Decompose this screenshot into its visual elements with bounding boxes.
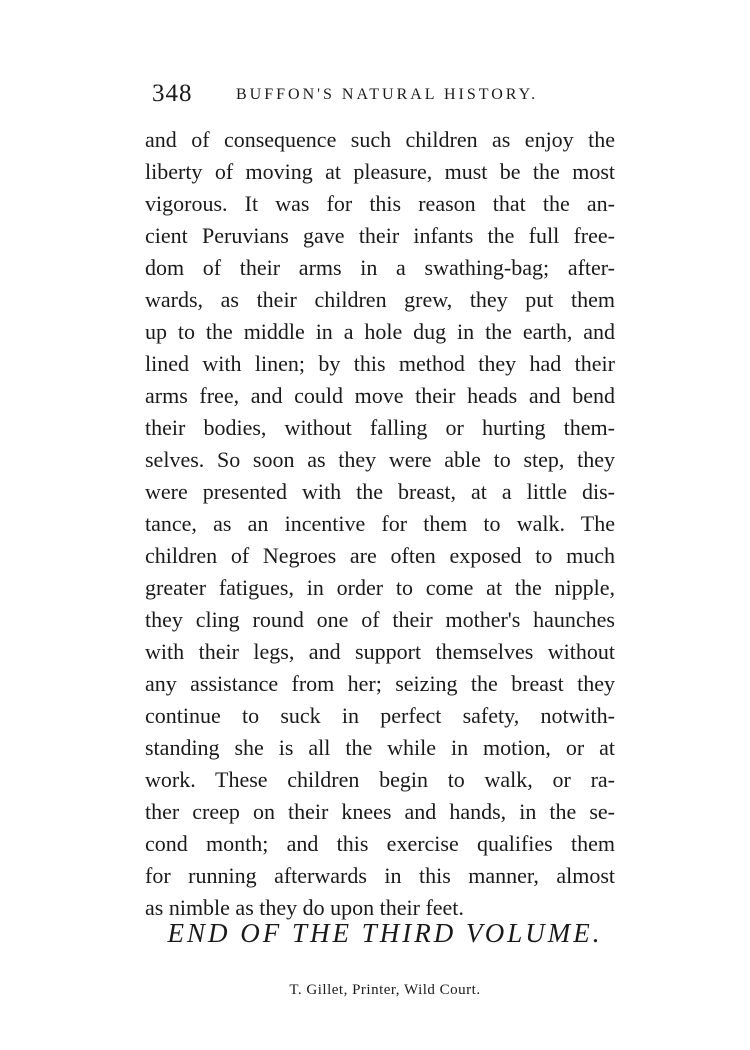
text-line: cond month; and this exercise qualifies them <box>145 831 615 856</box>
text-line: they cling round one of their mother's haunches <box>145 607 615 632</box>
text-line: standing she is all the while in motion, or at <box>145 735 615 760</box>
end-rule <box>145 910 615 911</box>
text-line: arms free, and could move their heads and bend <box>145 383 615 408</box>
text-line: lined with linen; by this method they had their <box>145 351 615 376</box>
text-line: continue to suck in perfect safety, notwith- <box>145 703 615 728</box>
page-number: 348 <box>152 80 193 107</box>
text-line: vigorous. It was for this reason that the an- <box>145 191 615 216</box>
text-line: up to the middle in a hole dug in the earth, and <box>145 319 615 344</box>
text-line-last: as nimble as they do upon their feet. <box>145 895 464 920</box>
running-head-title: BUFFON'S NATURAL HISTORY. <box>236 86 539 103</box>
text-line: selves. So soon as they were able to step, they <box>145 447 615 472</box>
text-line: children of Negroes are often exposed to much <box>145 543 615 568</box>
text-line: their bodies, without falling or hurting them- <box>145 415 615 440</box>
body-text <box>145 124 615 924</box>
text-line: any assistance from her; seizing the breast they <box>145 671 615 696</box>
text-line: dom of their arms in a swathing-bag; after- <box>145 255 615 280</box>
text-line: for running afterwards in this manner, almost <box>145 863 615 888</box>
text-line: were presented with the breast, at a little dis- <box>145 479 615 504</box>
text-line: greater fatigues, in order to come at the nipple, <box>145 575 615 600</box>
running-head <box>152 80 552 110</box>
text-line: and of consequence such children as enjoy the <box>145 127 615 152</box>
text-line: cient Peruvians gave their infants the full free- <box>145 223 615 248</box>
printer-imprint: T. Gillet, Printer, Wild Court. <box>289 982 481 998</box>
text-line: wards, as their children grew, they put them <box>145 287 615 312</box>
end-of-volume-note: END OF THE THIRD VOLUME. <box>167 918 603 948</box>
text-line: with their legs, and support themselves without <box>145 639 615 664</box>
text-line: ther creep on their knees and hands, in the se- <box>145 799 615 824</box>
text-line: work. These children begin to walk, or ra- <box>145 767 615 792</box>
text-line: tance, as an incentive for them to walk. The <box>145 511 615 536</box>
text-line: liberty of moving at pleasure, must be the most <box>145 159 615 184</box>
